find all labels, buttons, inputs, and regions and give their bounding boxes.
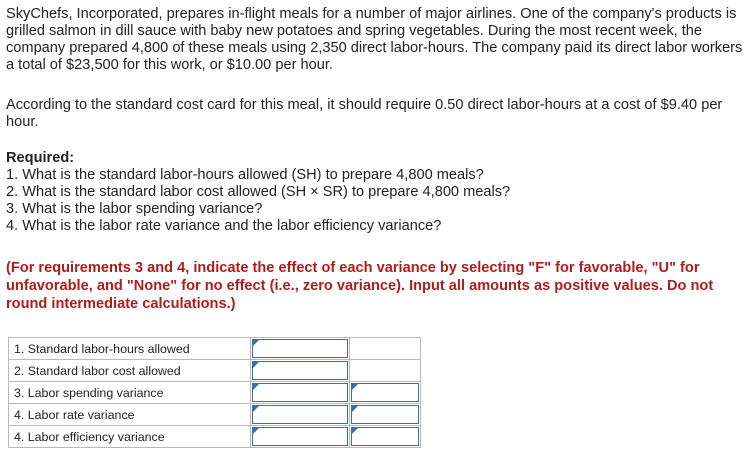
problem-paragraph-1: SkyChefs, Incorporated, prepares in-flight meals for a number of major airlines. One of the company's products is grilled salmon in dill sauce with baby new potatoes and spring vegetables. During the most recent week, the company prepared 4,800 of these meals using 2,350 direct labor-hours. The company paid its direct labor workers a total of $23,500 for this work, or $10.00 per hour. bbox=[6, 6, 743, 73]
row-label: 4. Labor rate variance bbox=[9, 404, 251, 426]
effect-cell bbox=[350, 404, 421, 426]
required-item-1: 1. What is the standard labor-hours allowed (SH) to prepare 4,800 meals? bbox=[6, 167, 484, 183]
effect-cell bbox=[350, 426, 421, 448]
problem-paragraph-2: According to the standard cost card for this meal, it should require 0.50 direct labor-hours at a cost of $9.40 per hour. bbox=[6, 97, 723, 130]
required-title: Required: bbox=[6, 150, 75, 166]
required-list bbox=[6, 167, 746, 235]
instruction-note: (For requirements 3 and 4, indicate the effect of each variance by selecting "F" for favorable, "U" for unfavorable, and "None" for no effect (i.e., zero variance). Input all amounts as positive values. Do not round intermediate calculations.) bbox=[6, 260, 714, 312]
table-row bbox=[9, 360, 421, 382]
standard-cost-input[interactable] bbox=[252, 361, 348, 380]
efficiency-variance-effect-select[interactable] bbox=[351, 427, 419, 446]
table-row bbox=[9, 382, 421, 404]
table-row bbox=[9, 338, 421, 360]
empty-cell bbox=[350, 338, 421, 360]
row-label: 2. Standard labor cost allowed bbox=[9, 360, 251, 382]
spending-variance-input[interactable] bbox=[252, 383, 348, 402]
required-item-4: 4. What is the labor rate variance and the labor efficiency variance? bbox=[6, 218, 442, 234]
efficiency-variance-input[interactable] bbox=[252, 427, 348, 446]
rate-variance-effect-select[interactable] bbox=[351, 405, 419, 424]
amount-cell bbox=[251, 382, 350, 404]
amount-cell bbox=[251, 360, 350, 382]
row-label: 1. Standard labor-hours allowed bbox=[9, 338, 251, 360]
row-label: 4. Labor efficiency variance bbox=[9, 426, 251, 448]
standard-hours-input[interactable] bbox=[252, 339, 348, 358]
rate-variance-input[interactable] bbox=[252, 405, 348, 424]
amount-cell bbox=[251, 404, 350, 426]
required-item-3: 3. What is the labor spending variance? bbox=[6, 201, 263, 217]
amount-cell bbox=[251, 338, 350, 360]
amount-cell bbox=[251, 426, 350, 448]
empty-cell bbox=[350, 360, 421, 382]
required-item-2: 2. What is the standard labor cost allowed (SH × SR) to prepare 4,800 meals? bbox=[6, 184, 511, 200]
table-row bbox=[9, 426, 421, 448]
answer-table bbox=[8, 337, 421, 448]
table-row bbox=[9, 404, 421, 426]
spending-variance-effect-select[interactable] bbox=[351, 383, 419, 402]
effect-cell bbox=[350, 382, 421, 404]
row-label: 3. Labor spending variance bbox=[9, 382, 251, 404]
